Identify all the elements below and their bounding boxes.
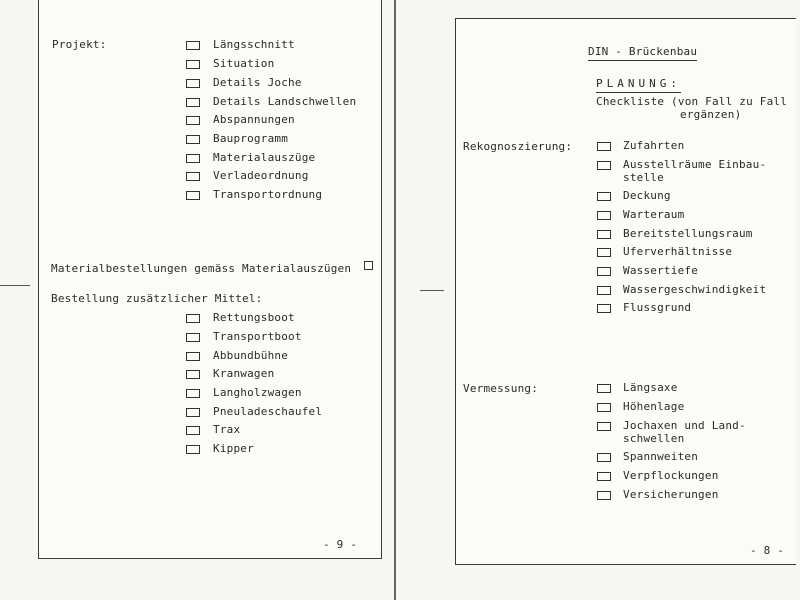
page-number: - 8 - [750, 544, 785, 557]
checkbox-transportboot[interactable] [186, 333, 200, 342]
checkbox-jochaxen[interactable] [597, 422, 611, 431]
checkbox-transportordnung[interactable] [186, 191, 200, 200]
checkbox-abbundbuehne[interactable] [186, 352, 200, 361]
checkbox-details-joche[interactable] [186, 79, 200, 88]
margin-mark-right [420, 290, 444, 291]
checkbox-warteraum[interactable] [597, 211, 611, 220]
item-jochaxen-line-2: schwellen [623, 432, 685, 445]
item-situation: Situation [213, 57, 275, 70]
item-laengsaxe: Längsaxe [623, 381, 678, 394]
checkbox-abspannungen[interactable] [186, 116, 200, 125]
left-page [38, 0, 382, 559]
checkbox-bereitstellungsraum[interactable] [597, 230, 611, 239]
materialbestellungen-text: Materialbestellungen gemäss Materialauszügen [51, 262, 352, 275]
item-ausstellraeume-line-2: stelle [623, 171, 664, 184]
checkbox-wassergeschwindigkeit[interactable] [597, 286, 611, 295]
checkbox-bauprogramm[interactable] [186, 135, 200, 144]
item-versicherungen: Versicherungen [623, 488, 719, 501]
right-page [455, 18, 796, 565]
item-wassertiefe: Wassertiefe [623, 264, 699, 277]
planung-title: PLANUNG: [596, 77, 681, 93]
checkbox-laengsschnitt[interactable] [186, 41, 200, 50]
checkbox-zufahrten[interactable] [597, 142, 611, 151]
checkbox-rettungsboot[interactable] [186, 314, 200, 323]
checkbox-details-landschwellen[interactable] [186, 98, 200, 107]
checkbox-verpflockungen[interactable] [597, 472, 611, 481]
vermessung-label: Vermessung: [463, 382, 539, 395]
checkliste-line-2: ergänzen) [680, 108, 742, 121]
item-transportordnung: Transportordnung [213, 188, 323, 201]
checkbox-materialauszuege[interactable] [186, 154, 200, 163]
item-rettungsboot: Rettungsboot [213, 311, 295, 324]
item-wassergeschwindigkeit: Wassergeschwindigkeit [623, 283, 767, 296]
item-flussgrund: Flussgrund [623, 301, 692, 314]
item-kipper: Kipper [213, 442, 254, 455]
item-bereitstellungsraum: Bereitstellungsraum [623, 227, 753, 240]
item-laengsschnitt: Längsschnitt [213, 38, 295, 51]
checkbox-situation[interactable] [186, 60, 200, 69]
checkbox-materialbestellungen[interactable] [364, 261, 373, 270]
checkbox-ausstellraeume[interactable] [597, 161, 611, 170]
item-jochaxen-line-1: Jochaxen und Land- [623, 419, 746, 432]
item-uferverhaeltnisse: Uferverhältnisse [623, 245, 733, 258]
header-title: DIN - Brückenbau [588, 45, 697, 61]
checkbox-laengsaxe[interactable] [597, 384, 611, 393]
item-abbundbuehne: Abbundbühne [213, 349, 289, 362]
checkbox-kranwagen[interactable] [186, 370, 200, 379]
item-hoehenlage: Höhenlage [623, 400, 685, 413]
checkbox-wassertiefe[interactable] [597, 267, 611, 276]
checkbox-trax[interactable] [186, 426, 200, 435]
checkbox-deckung[interactable] [597, 192, 611, 201]
item-deckung: Deckung [623, 189, 671, 202]
item-materialauszuege: Materialauszüge [213, 151, 316, 164]
item-langholzwagen: Langholzwagen [213, 386, 302, 399]
checkbox-spannweiten[interactable] [597, 453, 611, 462]
item-kranwagen: Kranwagen [213, 367, 275, 380]
bestellung-label: Bestellung zusätzlicher Mittel: [51, 292, 263, 305]
checkbox-flussgrund[interactable] [597, 304, 611, 313]
item-abspannungen: Abspannungen [213, 113, 295, 126]
item-details-landschwellen: Details Landschwellen [213, 95, 357, 108]
checkbox-langholzwagen[interactable] [186, 389, 200, 398]
item-trax: Trax [213, 423, 241, 436]
item-spannweiten: Spannweiten [623, 450, 699, 463]
item-warteraum: Warteraum [623, 208, 685, 221]
rekognoszierung-label: Rekognoszierung: [463, 140, 573, 153]
page-gutter [394, 0, 396, 600]
margin-mark-left [0, 285, 30, 286]
checkbox-pneuladeschaufel[interactable] [186, 408, 200, 417]
item-verpflockungen: Verpflockungen [623, 469, 719, 482]
checkbox-verladeordnung[interactable] [186, 172, 200, 181]
item-transportboot: Transportboot [213, 330, 302, 343]
item-zufahrten: Zufahrten [623, 139, 685, 152]
checkbox-versicherungen[interactable] [597, 491, 611, 500]
checkbox-kipper[interactable] [186, 445, 200, 454]
page-number: - 9 - [323, 538, 358, 551]
projekt-label: Projekt: [52, 38, 107, 51]
checkbox-hoehenlage[interactable] [597, 403, 611, 412]
item-verladeordnung: Verladeordnung [213, 169, 309, 182]
item-ausstellraeume-line-1: Ausstellräume Einbau- [623, 158, 767, 171]
item-details-joche: Details Joche [213, 76, 302, 89]
item-pneuladeschaufel: Pneuladeschaufel [213, 405, 323, 418]
checkbox-uferverhaeltnisse[interactable] [597, 248, 611, 257]
checkliste-line-1: Checkliste (von Fall zu Fall [596, 95, 788, 108]
item-bauprogramm: Bauprogramm [213, 132, 289, 145]
